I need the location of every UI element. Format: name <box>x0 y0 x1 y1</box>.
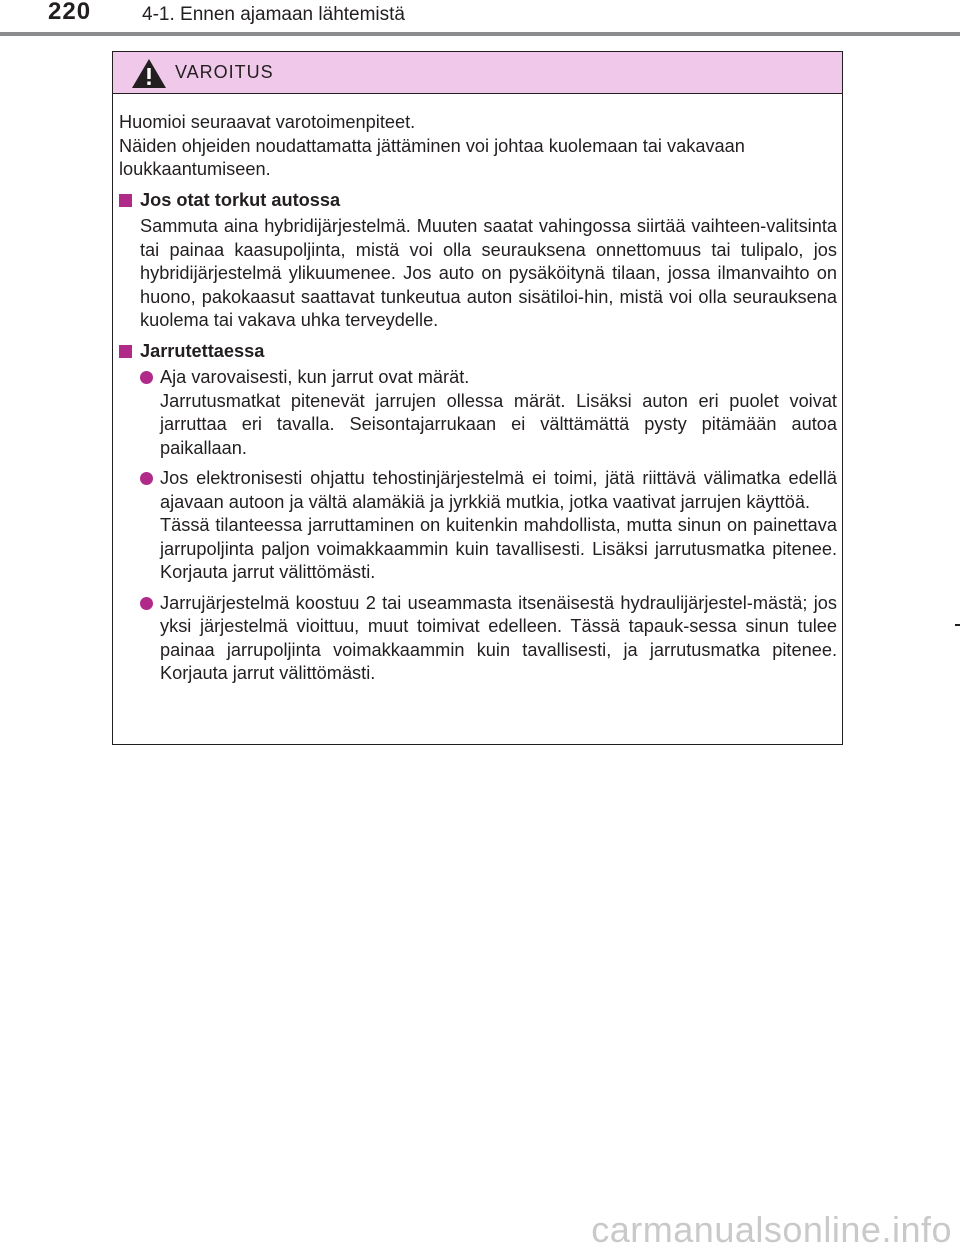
section-heading-torkut <box>119 189 837 213</box>
section-text-torkut: Sammuta aina hybridijärjestelmä. Muuten saatat vahingossa siirtää vaihteen-valitsinta tai painaa kaasupoljinta, mistä voi olla seurauksena onnettomuus tai tulipalo, jos hybridijärjestelmä ylikuumenee. Jos auto on pysäköitynä tilaan, jossa ilmanvaihto on huono, pakokaasut saattavat tunkeutua auton sisätiloi-hin, mistä voi olla seurauksena kuolema tai vakava uhka terveydelle. <box>140 216 837 330</box>
warning-triangle-icon <box>131 58 167 89</box>
section-heading-jarrutettaessa <box>119 340 837 364</box>
warning-title: VAROITUS <box>175 62 274 82</box>
circle-bullet-icon <box>140 597 153 610</box>
intro-line-1: Huomioi seuraavat varotoimenpiteet. <box>119 112 416 132</box>
list-item <box>119 592 837 686</box>
list-item-line: Jos elektronisesti ohjattu tehostinjärjestelmä ei toimi, jätä riittävä välimatka edellä ajavaan autoon ja vältä alamäkiä ja jyrkkiä mutkia, jotka vaativat jarrujen käyttöä. <box>160 468 837 512</box>
margin-tick <box>955 624 960 626</box>
list-item-line: Jarrujärjestelmä koostuu 2 tai useammasta itsenäisestä hydraulijärjestel-mästä; jos yksi järjestelmä vioittuu, muut toimivat edelleen. Tässä tapauk-sessa sinun tulee painaa jarrupoljinta voimakkaammin kuin tavallisesti, ja jarrutusmatka pitenee. Korjauta jarrut välittömästi. <box>160 592 837 683</box>
warning-box <box>112 51 843 745</box>
watermark: carmanualsonline.info <box>591 1209 952 1250</box>
page-header <box>0 0 960 40</box>
square-bullet-icon <box>119 345 132 358</box>
circle-bullet-icon <box>140 371 153 384</box>
list-item-line: Aja varovaisesti, kun jarrut ovat märät. <box>160 367 470 387</box>
warning-intro <box>119 111 837 182</box>
section-heading-label: Jos otat torkut autossa <box>140 189 341 210</box>
square-bullet-icon <box>119 194 132 207</box>
section-title: 4-1. Ennen ajamaan lähtemistä <box>142 4 405 25</box>
header-divider <box>0 32 960 36</box>
list-item <box>119 467 837 585</box>
warning-content <box>113 94 842 686</box>
page-number: 220 <box>48 0 92 25</box>
circle-bullet-icon <box>140 472 153 485</box>
list-item-line: Jarrutusmatkat pitenevät jarrujen ollessa märät. Lisäksi auton eri puolet voivat jarruttaa eri tavalla. Seisontajarrukaan ei välttämättä pysty pitämään autoa paikallaan. <box>160 390 837 458</box>
list-item <box>119 366 837 460</box>
list-item-line: Tässä tilanteessa jarruttaminen on kuitenkin mahdollista, mutta sinun on painettava jarrupoljinta paljon voimakkaammin kuin tavallisesti. Lisäksi jarrutusmatka pitenee. Korjauta jarrut välittömästi. <box>160 515 837 582</box>
intro-line-2: Näiden ohjeiden noudattamatta jättäminen voi johtaa kuolemaan tai vakavaan loukkaantumiseen. <box>119 135 745 179</box>
section-heading-label: Jarrutettaessa <box>140 340 265 361</box>
warning-header <box>113 52 842 94</box>
